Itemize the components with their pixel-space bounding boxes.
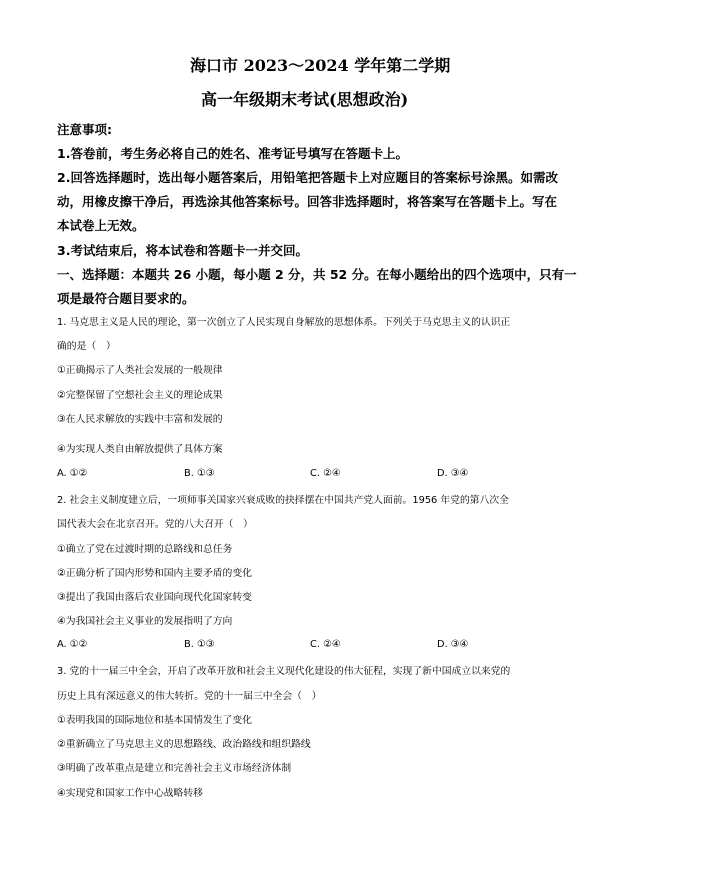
question-2-statement-2: ②正确分析了国内形势和国内主要矛盾的变化 [57, 568, 252, 579]
question-2-statement-3: ③提出了我国由落后农业国向现代化国家转变 [57, 592, 252, 603]
question-1-stem-line2: 确的是（ ） [57, 341, 116, 352]
section-heading-line2: 项是最符合题目要求的。 [57, 291, 195, 306]
notice-item-2-line1: 2.回答选择题时，选出每小题答案后，用铅笔把答题卡上对应题目的答案标号涂黑。如需改 [57, 170, 558, 185]
question-1-choice-b: B. ①③ [184, 468, 215, 479]
question-3-statement-1: ①表明我国的国际地位和基本国情发生了变化 [57, 715, 252, 726]
question-2-stem-line1: 2. 社会主义制度建立后，一项师事关国家兴衰成败的抉择摆在中国共产党人面前。1956 年党的第八次全 [57, 495, 509, 506]
notice-item-2-line3: 本试卷上无效。 [57, 218, 145, 233]
question-3-stem-line1: 3. 党的十一届三中全会，开启了改革开放和社会主义现代化建设的伟大征程，实现了新中国成立以来党的 [57, 666, 511, 677]
question-2-choice-d: D. ③④ [437, 639, 469, 650]
notice-item-3: 3.考试结束后，将本试卷和答题卡一并交回。 [57, 243, 308, 258]
exam-title-line2: 高一年级期末考试(思想政治) [201, 90, 409, 109]
question-3-statement-2: ②重新确立了马克思主义的思想路线、政治路线和组织路线 [57, 739, 311, 750]
notice-heading: 注意事项: [57, 122, 112, 137]
notice-item-1: 1.答卷前，考生务必将自己的姓名、准考证号填写在答题卡上。 [57, 146, 408, 161]
question-1-stem-line1: 1. 马克思主义是人民的理论，第一次创立了人民实现自身解放的思想体系。下列关于马克思主义的认识正 [57, 317, 511, 328]
question-1-choice-d: D. ③④ [437, 468, 469, 479]
question-1-statement-1: ①正确揭示了人类社会发展的一般规律 [57, 365, 223, 376]
question-2-choice-c: C. ②④ [310, 639, 341, 650]
notice-item-2-line2: 动，用橡皮擦干净后，再选涂其他答案标号。回答非选择题时，将答案写在答题卡上。写在 [57, 194, 558, 209]
question-1-statement-2: ②完整保留了空想社会主义的理论成果 [57, 390, 223, 401]
question-2-statement-1: ①确立了党在过渡时期的总路线和总任务 [57, 544, 233, 555]
question-1-statement-4: ④为实现人类自由解放提供了具体方案 [57, 444, 223, 455]
question-2-stem-line2: 国代表大会在北京召开。党的八大召开（ ） [57, 519, 253, 530]
question-2-choice-b: B. ①③ [184, 639, 215, 650]
question-2-choice-a: A. ①② [57, 639, 88, 650]
question-2-statement-4: ④为我国社会主义事业的发展指明了方向 [57, 616, 233, 627]
question-3-stem-line2: 历史上具有深远意义的伟大转折。党的十一届三中全会（ ） [57, 691, 322, 702]
exam-title-line1: 海口市 2023～2024 学年第二学期 [190, 56, 451, 75]
question-1-choice-c: C. ②④ [310, 468, 341, 479]
question-3-statement-4: ④实现党和国家工作中心战略转移 [57, 788, 203, 799]
question-1-choice-a: A. ①② [57, 468, 88, 479]
section-heading-line1: 一、选择题：本题共 26 小题，每小题 2 分，共 52 分。在每小题给出的四个选项中，只有一 [57, 267, 577, 282]
question-1-statement-3: ③在人民求解放的实践中丰富和发展的 [57, 414, 223, 425]
question-3-statement-3: ③明确了改革重点是建立和完善社会主义市场经济体制 [57, 763, 292, 774]
